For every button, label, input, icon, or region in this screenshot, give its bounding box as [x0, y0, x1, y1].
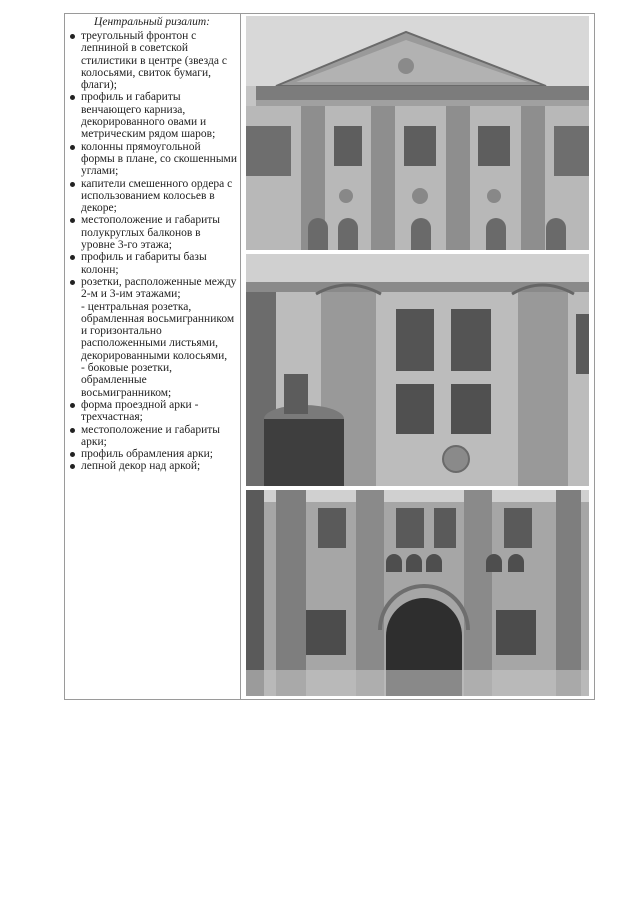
bullet-icon	[70, 280, 75, 285]
feature-list	[67, 30, 237, 473]
item-text: профиль и габариты базы колонн;	[81, 251, 207, 276]
bullet-icon	[70, 255, 75, 260]
list-item	[67, 399, 237, 424]
bullet-icon	[70, 34, 75, 39]
bullet-icon	[70, 145, 75, 150]
balcony-columns-photo	[246, 254, 589, 486]
item-text: профиль обрамления арки;	[81, 448, 213, 461]
pediment-facade-photo	[246, 16, 589, 250]
bullet-icon	[70, 403, 75, 408]
item-text: лепной декор над аркой;	[81, 460, 201, 473]
item-text: треугольный фронтон с лепниной в советской стилистики в центре (звезда с колосьями, свиток бумаги, флаги);	[81, 30, 227, 92]
item-text: розетки, расположенные между 2-м и 3-им этажами;	[81, 275, 237, 301]
list-item	[67, 214, 237, 251]
bullet-icon	[70, 452, 75, 457]
sub-item: - центральная розетка, обрамленная восьмигранником и горизонтально расположенными листьями, декорированными колосьями,	[81, 300, 235, 362]
sub-item: - боковые розетки, обрамленные восьмигранником;	[81, 362, 172, 399]
bullet-icon	[70, 218, 75, 223]
list-item	[67, 30, 237, 91]
item-text: местоположение и габариты арки;	[81, 423, 220, 448]
section-heading: Центральный ризалит:	[94, 16, 210, 28]
arch-facade-photo	[246, 490, 589, 696]
item-text: колонны прямоугольной формы в плане, со скошенными углами;	[81, 140, 237, 178]
text-column	[67, 16, 237, 473]
list-item	[67, 251, 237, 276]
list-item	[67, 448, 237, 460]
bullet-icon	[70, 95, 75, 100]
list-item	[67, 178, 237, 215]
list-item	[67, 424, 237, 449]
list-item	[67, 141, 237, 178]
document-table	[64, 13, 595, 700]
item-text: профиль и габариты венчающего карниза, декорированного овами и метрическим рядом шаров;	[81, 91, 216, 141]
bullet-icon	[70, 182, 75, 187]
list-item	[67, 460, 237, 472]
bullet-icon	[70, 428, 75, 433]
item-text: форма проездной арки - трехчастная;	[81, 398, 199, 424]
bullet-icon	[70, 464, 75, 469]
column-divider	[240, 14, 241, 699]
list-item	[67, 276, 237, 399]
item-text: местоположение и габариты полукруглых балконов в уровне 3-го этажа;	[81, 214, 220, 252]
item-text: капители смешенного ордера с использованием колосьев в декоре;	[81, 177, 233, 215]
list-item	[67, 91, 237, 140]
